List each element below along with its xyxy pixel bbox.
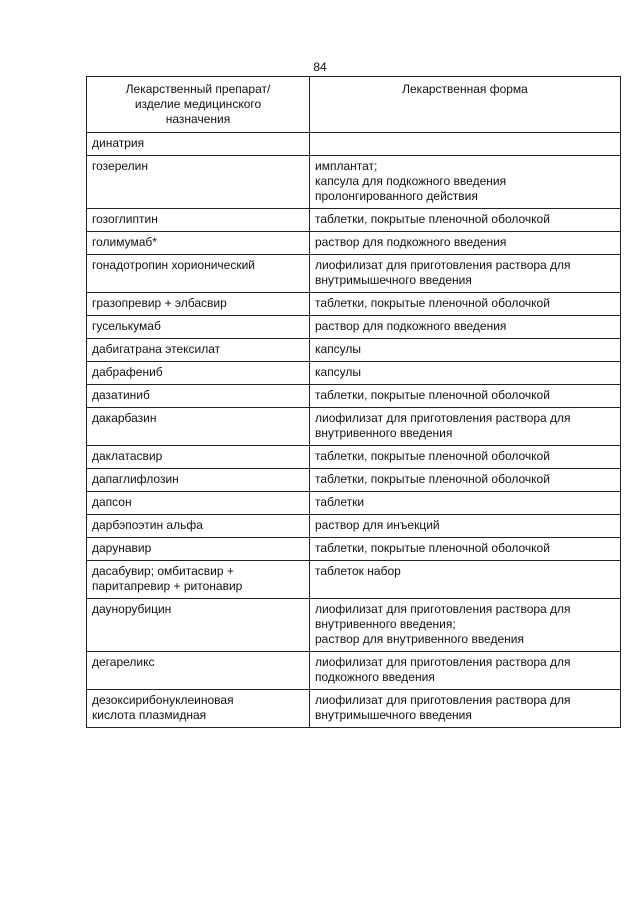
drug-cell: дарбэпоэтин альфа [87,515,310,538]
drug-cell: дапсон [87,492,310,515]
table-row [87,599,621,652]
header-drug: Лекарственный препарат/ изделие медицинского назначения [87,77,310,133]
table-row [87,652,621,690]
form-cell: капсулы [310,362,621,385]
form-cell: таблеток набор [310,561,621,599]
table-row [87,362,621,385]
table-row [87,690,621,728]
drug-cell: дазатиниб [87,385,310,408]
table-row [87,492,621,515]
drug-cell: гуселькумаб [87,316,310,339]
drug-cell: дабрафениб [87,362,310,385]
drug-cell: дапаглифлозин [87,469,310,492]
form-cell: лиофилизат для приготовления раствора для внутривенного введения; раствор для внутривенного введения [310,599,621,652]
drug-cell: гозерелин [87,156,310,209]
table-row [87,538,621,561]
table-row [87,339,621,362]
form-cell: лиофилизат для приготовления раствора для внутривенного введения [310,408,621,446]
form-cell: таблетки, покрытые пленочной оболочкой [310,385,621,408]
drug-cell: дегареликс [87,652,310,690]
table-row [87,469,621,492]
form-cell: таблетки, покрытые пленочной оболочкой [310,538,621,561]
drug-cell: дезоксирибонуклеиновая кислота плазмидная [87,690,310,728]
drug-cell: гразопревир + элбасвир [87,293,310,316]
form-cell: раствор для подкожного введения [310,316,621,339]
form-cell: раствор для подкожного введения [310,232,621,255]
drug-cell: гонадотропин хорионический [87,255,310,293]
drug-cell: дарунавир [87,538,310,561]
form-cell: таблетки [310,492,621,515]
table-row [87,385,621,408]
form-cell: таблетки, покрытые пленочной оболочкой [310,469,621,492]
form-cell: лиофилизат для приготовления раствора для внутримышечного введения [310,690,621,728]
form-cell: капсулы [310,339,621,362]
table-row [87,255,621,293]
drug-cell: динатрия [87,133,310,156]
drug-table [86,76,621,728]
drug-cell: даклатасвир [87,446,310,469]
form-cell [310,133,621,156]
drug-cell: дасабувир; омбитасвир + паритапревир + ритонавир [87,561,310,599]
form-cell: таблетки, покрытые пленочной оболочкой [310,293,621,316]
drug-cell: даунорубицин [87,599,310,652]
table-row [87,561,621,599]
form-cell: таблетки, покрытые пленочной оболочкой [310,209,621,232]
table-row [87,133,621,156]
form-cell: имплантат; капсула для подкожного введения пролонгированного действия [310,156,621,209]
form-cell: таблетки, покрытые пленочной оболочкой [310,446,621,469]
drug-cell: гозоглиптин [87,209,310,232]
table-row [87,156,621,209]
table-header-row [87,77,621,133]
header-form: Лекарственная форма [310,77,621,133]
page-number: 84 [313,60,327,74]
drug-cell: голимумаб* [87,232,310,255]
drug-cell: дабигатрана этексилат [87,339,310,362]
table-row [87,293,621,316]
table-row [87,408,621,446]
table-row [87,515,621,538]
table-row [87,209,621,232]
form-cell: раствор для инъекций [310,515,621,538]
table-row [87,446,621,469]
table-row [87,232,621,255]
table-row [87,316,621,339]
form-cell: лиофилизат для приготовления раствора для подкожного введения [310,652,621,690]
drug-cell: дакарбазин [87,408,310,446]
form-cell: лиофилизат для приготовления раствора для внутримышечного введения [310,255,621,293]
